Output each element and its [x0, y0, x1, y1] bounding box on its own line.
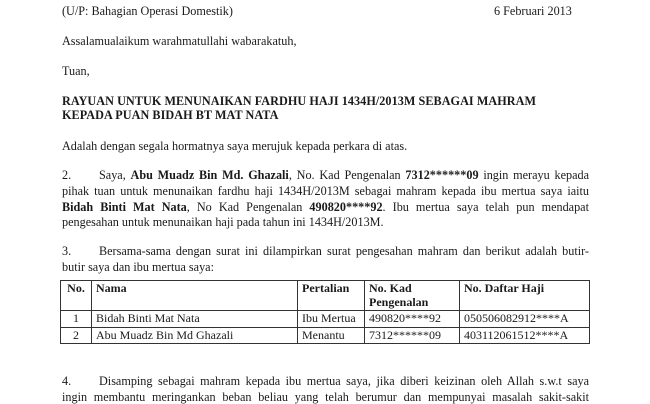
para2-number: 2.: [62, 168, 72, 182]
table-header-row: [61, 281, 590, 311]
header-kad-line1: No. Kad: [369, 281, 412, 295]
para2-line-4: pengesahan untuk menunaikan haji pada tahun ini 1434H/2013M.: [62, 215, 384, 229]
mother-in-law-ic: 490820****92: [309, 200, 383, 214]
header-nama: Nama: [92, 281, 298, 311]
para2-text: , No Kad Pengenalan: [186, 200, 310, 214]
cell-no: 2: [61, 327, 92, 344]
para2-line-2: pihak tuan untuk menunaikan fardhu haji 1434H/2013M sebagai mahram kepada ibu mertua saya iaitu: [62, 184, 589, 198]
para3-text: Bersama-sama dengan surat ini dilampirkan surat pengesahan mahram dan berikut adalah butir-: [99, 244, 589, 258]
para2-text: . Ibu mertua saya telah pun mendapat: [382, 200, 589, 214]
header-no: No.: [61, 281, 92, 311]
para4-text: Disamping sebagai mahram kepada ibu mertua saya, jika diberi keizinan oleh Allah s.w.t saya: [99, 374, 589, 388]
applicant-name: Abu Muadz Bin Md. Ghazali: [130, 168, 289, 182]
details-table: [60, 280, 590, 344]
subject-line-1: RAYUAN UNTUK MENUNAIKAN FARDHU HAJI 1434H/2013M SEBAGAI MAHRAM: [62, 94, 537, 108]
para2-line-1: [62, 168, 589, 182]
attention-line: (U/P: Bahagian Operasi Domestik): [62, 4, 233, 18]
header-kad-line2: Pengenalan: [369, 294, 429, 309]
cell-pertalian: Menantu: [298, 327, 365, 344]
header-haji: No. Daftar Haji: [460, 281, 590, 311]
cell-pertalian: Ibu Mertua: [298, 311, 365, 328]
header-kad: [365, 281, 460, 311]
para4-number: 4.: [62, 374, 72, 388]
header-pertalian: Pertalian: [298, 281, 365, 311]
para2-text: , No. Kad Pengenalan: [288, 168, 406, 182]
letter-date: 6 Februari 2013: [494, 4, 572, 18]
para3-number: 3.: [62, 244, 72, 258]
table-row: [61, 311, 590, 328]
subject-line-2: KEPADA PUAN BIDAH BT MAT NATA: [62, 108, 279, 122]
cell-no: 1: [61, 311, 92, 328]
cell-nama: Bidah Binti Mat Nata: [92, 311, 298, 328]
applicant-ic: 7312******09: [405, 168, 479, 182]
cell-haji: 403112061512****A: [460, 327, 590, 344]
para2-text: Saya,: [99, 168, 131, 182]
cell-kad: 7312******09: [365, 327, 460, 344]
intro-paragraph: Adalah dengan segala hormatnya saya merujuk kepada perkara di atas.: [62, 139, 408, 153]
salutation: Tuan,: [62, 64, 90, 78]
mother-in-law-name: Bidah Binti Mat Nata: [62, 200, 187, 214]
table-row: [61, 327, 590, 344]
para4-line-1: [62, 374, 589, 388]
cell-nama: Abu Muadz Bin Md Ghazali: [92, 327, 298, 344]
cell-kad: 490820****92: [365, 311, 460, 328]
para2-line-3: [62, 200, 589, 214]
para2-text: ingin merayu kepada: [478, 168, 589, 182]
cell-haji: 050506082912****A: [460, 311, 590, 328]
para3-line-1: [62, 244, 589, 258]
para4-line-2: ingin membantu meringankan beban beliau yang telah berumur dan mempunyai masalah sakit-sakit: [62, 390, 589, 404]
greeting: Assalamualaikum warahmatullahi wabarakatuh,: [62, 34, 297, 48]
para3-line-2: butir saya dan ibu mertua saya:: [62, 260, 214, 274]
